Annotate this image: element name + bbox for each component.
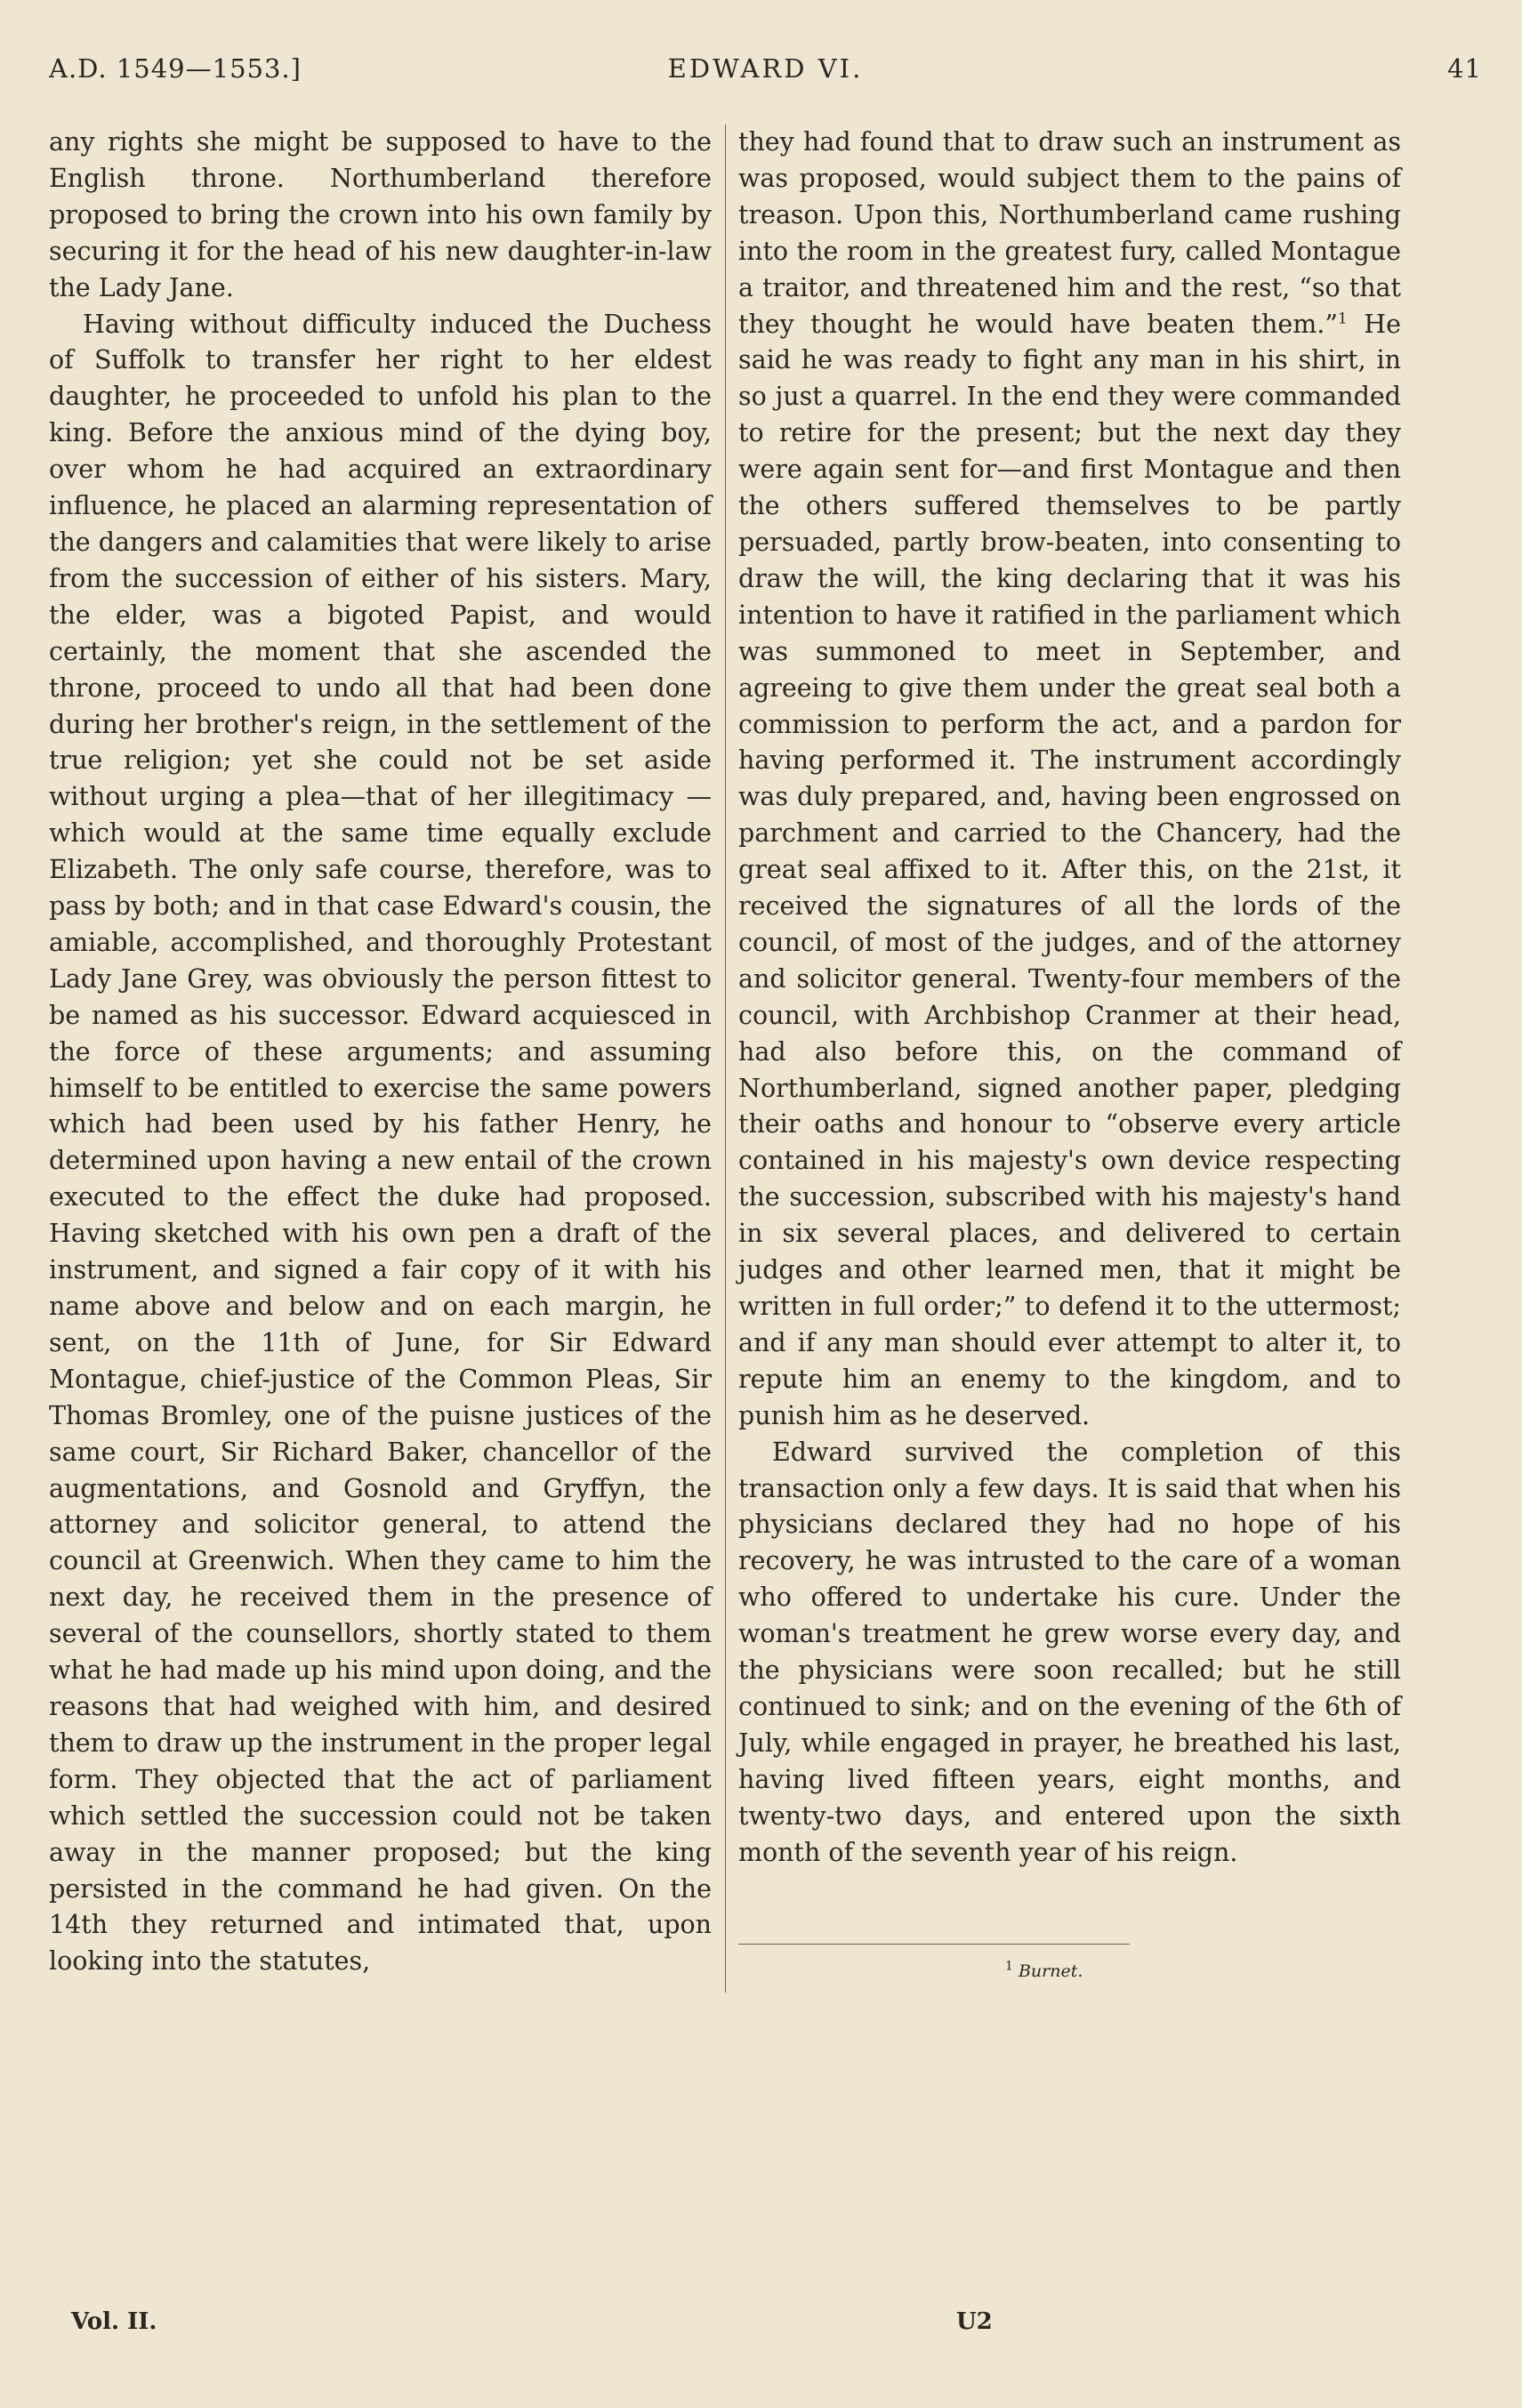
right-paragraph-1-text-b: He said he was ready to fight any man in his shirt, in so just a quarrel. In the end they were commanded to retire for the present; but the next day they were again sent for—and first Montague and then the others suffered themselves to be partly persuaded, partly brow-beaten, into consenting to draw the will, the king declaring that it was his intention to have it ratified in the parliament which was summoned to meet in September, and agreeing to give them under the great seal both a commission to perform the act, and a pardon for having performed it. The instrument accordingly was duly prepared, and, having been engrossed on parchment and carried to the Chancery, had the great seal affixed to it. After this, on the 21st, it received the signatures of all the lords of the council, of most of the judges, and of the attorney and solicitor general. Twenty-four members of the council, with Archbishop Cranmer at their head, had also before this, on the command of Northumberland, signed another paper, pledging their oaths and honour to “observe every article contained in his majesty's own device respecting the succession, subscribed with his majesty's hand in six several places, and delivered to certain judges and other learned men, that it might be written in full order;” to defend it to the uttermost; and if any man should ever attempt to alter it, to repute him an enemy to the kingdom, and to punish him as he deserved.	[738, 309, 1401, 1430]
footnote-text: Burnet.	[1018, 1961, 1083, 1981]
right-paragraph-1	[738, 125, 1401, 1435]
header-dates: A.D. 1549—1553.]	[49, 53, 302, 84]
header-title: EDWARD VI.	[667, 53, 864, 84]
footnote-marker: 1	[1005, 1959, 1013, 1974]
left-paragraph-1: any rights she might be supposed to have to the English throne. Northumberland therefore proposed to bring the crown into his own family by securing it for the head of his new daughter-in-law the Lady Jane.	[49, 127, 712, 302]
footnote-reference: 1	[1337, 310, 1348, 328]
footnote-rule	[738, 1944, 1130, 1945]
header-page-number: 41	[1447, 53, 1482, 84]
footer-signature: U2	[956, 2308, 993, 2335]
running-header	[49, 53, 1482, 98]
right-paragraph-1-text-a: they had found that to draw such an instrument as was proposed, would subject them to the pains of treason. Upon this, Northumberland came rushing into the room in the greatest fury, called Montague a traitor, and threatened him and the rest, “so that they thought he would have beaten them.”	[738, 127, 1401, 339]
left-column	[49, 125, 712, 1980]
footnote	[1005, 1961, 1083, 1981]
column-divider	[725, 125, 726, 1993]
footer-volume: Vol. II.	[71, 2308, 157, 2335]
right-column	[738, 125, 1401, 1872]
left-paragraph-2: Having without difficulty induced the Duchess of Suffolk to transfer her right to her eldest daughter, he proceeded to unfold his plan to the king. Before the anxious mind of the dying boy, over whom he had acquired an extraordinary influence, he placed an alarming representation of the dangers and calamities that were likely to arise from the succession of either of his sisters. Mary, the elder, was a bigoted Papist, and would certainly, the moment that she ascended the throne, proceed to undo all that had been done during her brother's reign, in the settlement of the true religion; yet she could not be set aside without urging a plea—that of her illegitimacy —which would at the same time equally exclude Elizabeth. The only safe course, therefore, was to pass by both; and in that case Edward's cousin, the amiable, accomplished, and thoroughly Protestant Lady Jane Grey, was obviously the person fittest to be named as his successor. Edward acquiesced in the force of these arguments; and assuming himself to be entitled to exercise the same powers which had been used by his father Henry, he determined upon having a new entail of the crown executed to the effect the duke had proposed. Having sketched with his own pen a draft of the instrument, and signed a fair copy of it with his name above and below and on each margin, he sent, on the 11th of June, for Sir Edward Montague, chief-justice of the Common Pleas, Sir Thomas Bromley, one of the puisne justices of the same court, Sir Richard Baker, chancellor of the augmentations, and Gosnold and Gryffyn, the attorney and solicitor general, to attend the council at Greenwich. When they came to him the next day, he received them in the presence of several of the counsellors, shortly stated to them what he had made up his mind upon doing, and the reasons that had weighed with him, and desired them to draw up the instrument in the proper legal form. They objected that the act of parliament which settled the succession could not be taken away in the manner proposed; but the king persisted in the command he had given. On the 14th they returned and intimated that, upon looking into the statutes,	[49, 309, 712, 1977]
right-paragraph-2: Edward survived the completion of this transaction only a few days. It is said that when his physicians declared they had no hope of his recovery, he was intrusted to the care of a woman who offered to undertake his cure. Under the woman's treatment he grew worse every day, and the physicians were soon recalled; but he still continued to sink; and on the evening of the 6th of July, while engaged in prayer, he breathed his last, having lived fifteen years, eight months, and twenty-two days, and entered upon the sixth month of the seventh year of his reign.	[738, 1437, 1401, 1867]
